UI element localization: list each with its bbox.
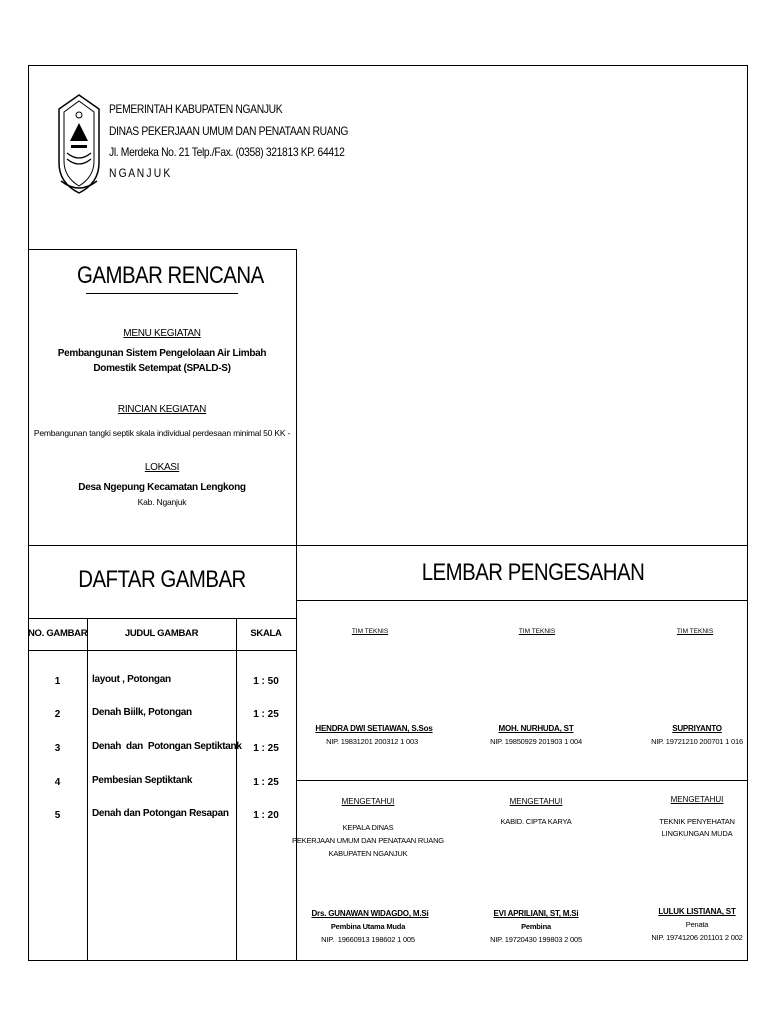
- divider: [296, 780, 748, 781]
- row-judul: Denah dan Potongan Resapan: [92, 808, 229, 819]
- tim-teknis-name: SUPRIYANTO: [672, 724, 722, 733]
- row-skala: 1 : 25: [253, 743, 279, 754]
- mengetahui-nip: NIP. 19741206 201101 2 002: [651, 933, 743, 942]
- kabupaten-emblem-icon: [55, 93, 103, 197]
- row-skala: 1 : 20: [253, 810, 279, 821]
- header-no-gambar: NO. GAMBAR: [28, 628, 88, 639]
- daftar-gambar-title: DAFTAR GAMBAR: [78, 566, 246, 593]
- menu-kegiatan-line-2: Domestik Setempat (SPALD-S): [93, 363, 231, 374]
- row-no: 5: [54, 810, 61, 821]
- header-line-3: Jl. Merdeka No. 21 Telp./Fax. (0358) 321813 KP. 64412: [109, 145, 345, 159]
- mengetahui-label: MENGETAHUI: [670, 795, 724, 804]
- mengetahui-name: LULUK LISTIANA, ST: [658, 907, 736, 916]
- tim-teknis-label: TIM TEKNIS: [676, 628, 714, 635]
- mengetahui-role-line-2: LINGKUNGAN MUDA: [661, 829, 733, 838]
- mengetahui-nip: NIP. 19660913 198602 1 005: [321, 935, 415, 944]
- lokasi-line-1: Desa Ngepung Kecamatan Lengkong: [78, 482, 246, 493]
- tim-teknis-name: MOH. NURHUDA, ST: [498, 724, 574, 733]
- lembar-pengesahan-title: LEMBAR PENGESAHAN: [421, 559, 645, 586]
- mengetahui-role-line-1: TEKNIK PENYEHATAN: [659, 817, 735, 826]
- header-line-2: DINAS PEKERJAAN UMUM DAN PENATAAN RUANG: [109, 124, 349, 138]
- header-judul-gambar: JUDUL GAMBAR: [124, 628, 199, 639]
- divider: [28, 249, 296, 250]
- divider: [28, 618, 296, 619]
- mengetahui-role-line-1: KEPALA DINAS: [342, 823, 394, 832]
- row-no: 4: [54, 777, 61, 788]
- menu-kegiatan-label: MENU KEGIATAN: [123, 328, 201, 339]
- lokasi-label: LOKASI: [144, 462, 180, 473]
- divider: [87, 618, 88, 961]
- tim-teknis-label: TIM TEKNIS: [518, 628, 556, 635]
- mengetahui-label: MENGETAHUI: [509, 797, 563, 806]
- mengetahui-role-line-2: PEKERJAAN UMUM DAN PENATAAN RUANG: [292, 836, 444, 845]
- row-no: 1: [54, 676, 61, 687]
- row-skala: 1 : 50: [253, 676, 279, 687]
- mengetahui-role-line-3: KABUPATEN NGANJUK: [328, 849, 408, 858]
- mengetahui-rank: Penata: [685, 920, 709, 929]
- rincian-kegiatan-label: RINCIAN KEGIATAN: [117, 404, 207, 415]
- row-judul: Pembesian Septiktank: [92, 775, 193, 786]
- row-skala: 1 : 25: [253, 777, 279, 788]
- header-line-4: N G A N J U K: [109, 166, 170, 180]
- tim-teknis-label: TIM TEKNIS: [351, 628, 389, 635]
- tim-teknis-nip: NIP. 19721210 200701 1 016: [651, 737, 743, 746]
- divider: [296, 249, 297, 961]
- tim-teknis-nip: NIP. 19831201 200312 1 003: [326, 737, 418, 746]
- divider: [28, 545, 748, 546]
- row-no: 3: [54, 743, 61, 754]
- row-judul: layout , Potongan: [92, 674, 171, 685]
- row-judul: Denah dan Potongan Septiktank: [92, 741, 242, 752]
- mengetahui-label: MENGETAHUI: [341, 797, 395, 806]
- mengetahui-rank: Pembina: [521, 922, 551, 931]
- mengetahui-name: EVI APRILIANI, ST, M.Si: [493, 909, 579, 918]
- lokasi-line-2: Kab. Nganjuk: [137, 497, 187, 507]
- divider: [28, 650, 296, 651]
- mengetahui-rank: Pembina Utama Muda: [330, 922, 406, 931]
- row-no: 2: [54, 709, 61, 720]
- rincian-kegiatan-text: Pembangunan tangki septik skala individual perdesaan minimal 50 KK -: [33, 428, 291, 438]
- row-skala: 1 : 25: [253, 709, 279, 720]
- divider: [236, 618, 237, 961]
- tim-teknis-nip: NIP. 19850929 201903 1 004: [490, 737, 582, 746]
- mengetahui-name: Drs. GUNAWAN WIDAGDO, M.Si: [311, 909, 429, 918]
- row-judul: Denah Biilk, Potongan: [92, 707, 192, 718]
- tim-teknis-name: HENDRA DWI SETIAWAN, S.Sos: [315, 724, 433, 733]
- mengetahui-nip: NIP. 19720430 199803 2 005: [490, 935, 582, 944]
- mengetahui-role-line-1: KABID. CIPTA KARYA: [500, 817, 572, 826]
- gambar-rencana-title: GAMBAR RENCANA: [77, 262, 264, 289]
- title-underline: [86, 293, 238, 294]
- menu-kegiatan-line-1: Pembangunan Sistem Pengelolaan Air Limbah: [57, 348, 267, 359]
- divider: [296, 600, 748, 601]
- header-skala: SKALA: [250, 628, 282, 639]
- header-line-1: PEMERINTAH KABUPATEN NGANJUK: [109, 102, 283, 116]
